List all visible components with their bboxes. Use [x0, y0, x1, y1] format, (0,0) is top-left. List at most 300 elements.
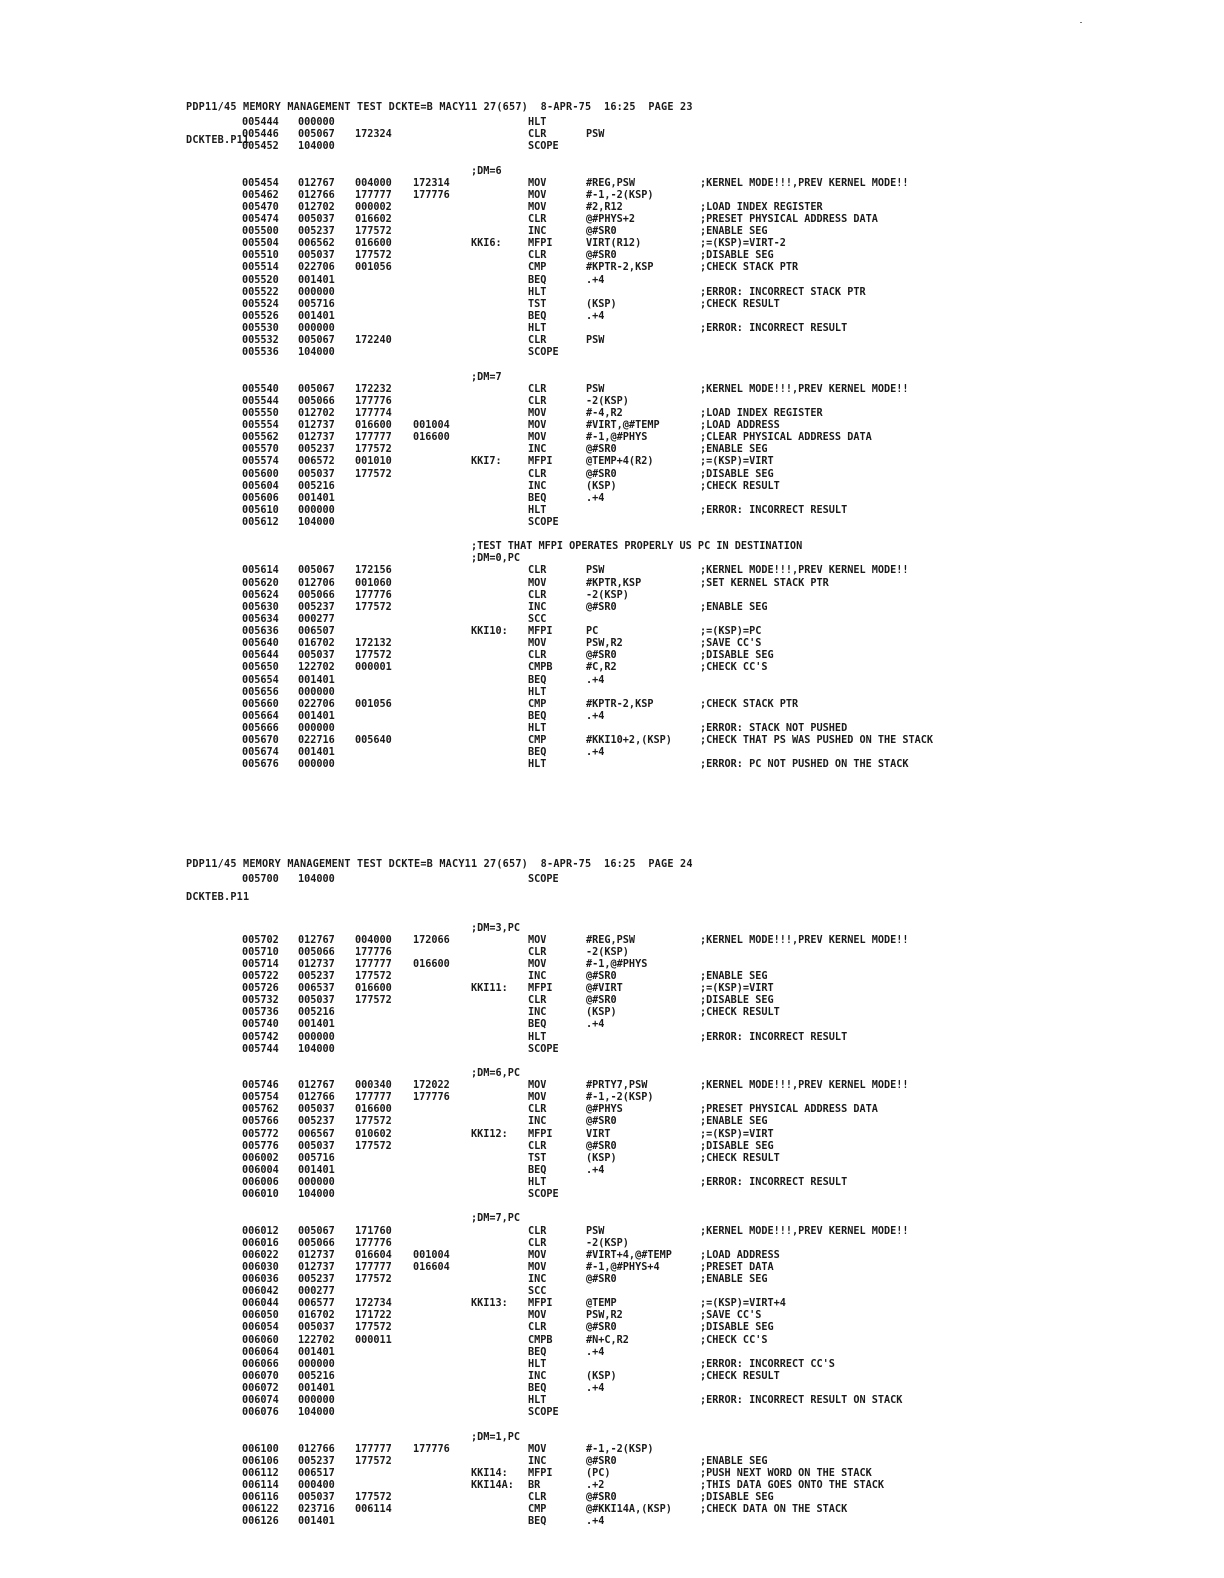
- opcode: HLT: [528, 1177, 547, 1188]
- operand: PSW: [586, 335, 605, 347]
- word-2: 177572: [355, 971, 392, 982]
- address: 006074: [242, 1395, 279, 1407]
- comment: ;=(KSP)=VIRT-2: [700, 238, 786, 250]
- listing-line: [0, 759, 1224, 770]
- address: 005530: [242, 323, 279, 334]
- listing-line: [0, 1468, 1224, 1479]
- comment: ;ERROR: PC NOT PUSHED ON THE STACK: [700, 759, 909, 771]
- comment: ;ERROR: INCORRECT RESULT ON STACK: [700, 1395, 903, 1407]
- word-2: 177572: [355, 1322, 392, 1334]
- opcode: INC: [528, 1007, 547, 1019]
- address: 005754: [242, 1092, 279, 1104]
- word-2: 001056: [355, 698, 392, 710]
- address: 005606: [242, 492, 279, 504]
- word-1: 000000: [298, 323, 335, 334]
- comment: ;CHECK RESULT: [700, 1370, 780, 1382]
- opcode: CLR: [528, 383, 547, 395]
- word-1: 104000: [298, 517, 335, 528]
- address: 005446: [242, 129, 279, 141]
- operand: PC: [586, 626, 599, 637]
- comment: ;CHECK RESULT: [700, 480, 780, 492]
- address: 005474: [242, 214, 279, 225]
- operand: .+4: [586, 1383, 605, 1394]
- word-2: 177572: [355, 995, 392, 1007]
- word-1: 006567: [298, 1128, 335, 1140]
- address: 005742: [242, 1031, 279, 1043]
- operand: @#SR0: [586, 226, 617, 238]
- comment: ;CHECK CC'S: [700, 1334, 768, 1346]
- opcode: HLT: [528, 1395, 547, 1407]
- listing-line: [0, 1238, 1224, 1249]
- operand: PSW: [586, 383, 605, 395]
- listing-line: [0, 565, 1224, 576]
- operand: .+4: [586, 1346, 605, 1358]
- comment: ;SET KERNEL STACK PTR: [700, 577, 829, 589]
- listing-line: [0, 602, 1224, 613]
- listing-line: [0, 469, 1224, 480]
- listing-line: [0, 675, 1224, 686]
- opcode: BEQ: [528, 1164, 547, 1176]
- address: 005500: [242, 226, 279, 238]
- word-1: 005037: [298, 650, 335, 662]
- header-file-line: DCKTEB.P11: [186, 135, 250, 146]
- word-1: 006537: [298, 983, 335, 995]
- word-1: 022706: [298, 262, 335, 274]
- word-1: 005237: [298, 971, 335, 982]
- operand: -2(KSP): [586, 395, 629, 407]
- address: 005670: [242, 735, 279, 747]
- address: 006114: [242, 1480, 279, 1491]
- operand: .+4: [586, 1164, 605, 1176]
- operand: @#SR0: [586, 995, 617, 1007]
- word-1: 001401: [298, 1164, 335, 1176]
- word-1: 012767: [298, 177, 335, 189]
- opcode: MOV: [528, 1092, 547, 1104]
- word-2: 016600: [355, 238, 392, 250]
- comment: ;DISABLE SEG: [700, 468, 774, 480]
- operand: #-1,@#PHYS: [586, 432, 648, 444]
- opcode: MOV: [528, 638, 547, 650]
- listing-line: [0, 1335, 1224, 1346]
- word-3: 001004: [413, 420, 450, 431]
- comment: ;DISABLE SEG: [700, 1322, 774, 1334]
- address: 005524: [242, 298, 279, 310]
- section-comment-line: [0, 1432, 1224, 1443]
- operand: #C,R2: [586, 662, 617, 674]
- listing-line: [0, 650, 1224, 661]
- word-2: 000340: [355, 1080, 392, 1091]
- opcode: CMP: [528, 262, 547, 274]
- address: 005624: [242, 589, 279, 601]
- word-1: 012767: [298, 1080, 335, 1091]
- word-1: 001401: [298, 492, 335, 504]
- word-2: 177776: [355, 395, 392, 407]
- opcode: CLR: [528, 650, 547, 662]
- word-1: 005237: [298, 226, 335, 238]
- address: 005762: [242, 1104, 279, 1116]
- opcode: HLT: [528, 723, 547, 734]
- address: 005574: [242, 456, 279, 468]
- address: 005726: [242, 983, 279, 995]
- word-3: 001004: [413, 1249, 450, 1261]
- address: 005612: [242, 517, 279, 528]
- operand: #KKI10+2,(KSP): [586, 735, 672, 747]
- comment: ;KERNEL MODE!!!,PREV KERNEL MODE!!: [700, 1080, 909, 1091]
- section-comment: ;DM=7: [471, 371, 502, 383]
- operand: @#SR0: [586, 650, 617, 662]
- word-3: 172314: [413, 177, 450, 189]
- word-3: 172066: [413, 934, 450, 946]
- operand: @#SR0: [586, 1455, 617, 1467]
- address: 005570: [242, 444, 279, 456]
- section-comment-line: [0, 166, 1224, 177]
- word-1: 000400: [298, 1480, 335, 1491]
- opcode: TST: [528, 298, 547, 310]
- listing-line: [0, 238, 1224, 249]
- word-2: 177572: [355, 601, 392, 613]
- opcode: CLR: [528, 468, 547, 480]
- address: 005766: [242, 1116, 279, 1128]
- listing-line: [0, 444, 1224, 455]
- address: 005610: [242, 504, 279, 516]
- operand: (KSP): [586, 480, 617, 492]
- operand: #-1,-2(KSP): [586, 1443, 654, 1455]
- address: 006044: [242, 1298, 279, 1310]
- operand: PSW: [586, 565, 605, 577]
- address: 006126: [242, 1516, 279, 1528]
- address: 005454: [242, 177, 279, 189]
- address: 005444: [242, 117, 279, 128]
- opcode: CMPB: [528, 1334, 553, 1346]
- opcode: CMPB: [528, 662, 553, 674]
- opcode: TST: [528, 1152, 547, 1164]
- address: 005674: [242, 747, 279, 759]
- address: 005710: [242, 946, 279, 958]
- listing-line: [0, 1371, 1224, 1382]
- opcode: MFPI: [528, 983, 553, 995]
- operand: @TEMP: [586, 1298, 617, 1310]
- listing-line: [0, 1347, 1224, 1358]
- comment: ;CHECK CC'S: [700, 662, 768, 674]
- comment: ;ERROR: INCORRECT CC'S: [700, 1358, 835, 1370]
- operand: (PC): [586, 1467, 611, 1479]
- operand: #-1,@#PHYS: [586, 958, 648, 970]
- operand: #REG,PSW: [586, 177, 636, 189]
- comment: ;THIS DATA GOES ONTO THE STACK: [700, 1480, 885, 1491]
- address: 005550: [242, 407, 279, 419]
- label: KKI6:: [471, 238, 502, 250]
- address: 005522: [242, 286, 279, 298]
- opcode: SCOPE: [528, 141, 559, 153]
- address: 005520: [242, 274, 279, 286]
- opcode: MOV: [528, 577, 547, 589]
- listing-line: [0, 1044, 1224, 1055]
- operand: @#SR0: [586, 1322, 617, 1334]
- comment: ;ENABLE SEG: [700, 1274, 768, 1285]
- opcode: BEQ: [528, 274, 547, 286]
- comment: ;KERNEL MODE!!!,PREV KERNEL MODE!!: [700, 565, 909, 577]
- word-2: 177777: [355, 1092, 392, 1104]
- listing-line: [0, 1153, 1224, 1164]
- word-1: 001401: [298, 310, 335, 322]
- listing-line: [0, 1080, 1224, 1091]
- opcode: SCOPE: [528, 1189, 559, 1201]
- address: 005630: [242, 601, 279, 613]
- word-2: 172240: [355, 335, 392, 347]
- comment: ;CLEAR PHYSICAL ADDRESS DATA: [700, 432, 872, 444]
- word-1: 012706: [298, 577, 335, 589]
- word-1: 005066: [298, 395, 335, 407]
- opcode: CLR: [528, 214, 547, 225]
- listing-line: [0, 626, 1224, 637]
- listing-line: [0, 190, 1224, 201]
- word-1: 000277: [298, 613, 335, 625]
- opcode: CMP: [528, 698, 547, 710]
- opcode: MOV: [528, 432, 547, 444]
- comment: ;ENABLE SEG: [700, 1116, 768, 1128]
- operand: (KSP): [586, 1007, 617, 1019]
- word-1: 005037: [298, 1140, 335, 1152]
- section-comment: ;DM=0,PC: [471, 553, 521, 565]
- word-1: 001401: [298, 710, 335, 722]
- comment: ;DISABLE SEG: [700, 1140, 774, 1152]
- opcode: BEQ: [528, 1383, 547, 1394]
- word-1: 000000: [298, 759, 335, 771]
- address: 006066: [242, 1358, 279, 1370]
- listing-line: [0, 178, 1224, 189]
- listing-line: [0, 408, 1224, 419]
- label: KKI13:: [471, 1298, 508, 1310]
- word-1: 104000: [298, 1043, 335, 1055]
- comment: ;SAVE CC'S: [700, 1310, 762, 1322]
- listing-line: [0, 983, 1224, 994]
- listing-line: [0, 687, 1224, 698]
- word-1: 005216: [298, 1370, 335, 1382]
- word-1: 104000: [298, 1189, 335, 1201]
- listing-line: [0, 117, 1224, 128]
- word-2: 001060: [355, 577, 392, 589]
- word-1: 005037: [298, 214, 335, 225]
- word-2: 177776: [355, 589, 392, 601]
- address: 006050: [242, 1310, 279, 1322]
- listing-line: [0, 699, 1224, 710]
- word-1: 001401: [298, 1383, 335, 1394]
- listing-line: [0, 1116, 1224, 1127]
- word-1: 005716: [298, 1152, 335, 1164]
- label: KKI12:: [471, 1128, 508, 1140]
- word-1: 005037: [298, 1322, 335, 1334]
- opcode: CLR: [528, 1225, 547, 1237]
- opcode: SCOPE: [528, 347, 559, 359]
- operand: .+4: [586, 310, 605, 322]
- section-comment: ;DM=7,PC: [471, 1213, 521, 1225]
- comment: ;PRESET DATA: [700, 1261, 774, 1273]
- word-3: 016600: [413, 958, 450, 970]
- section-comment-line: [0, 553, 1224, 564]
- operand: (KSP): [586, 1152, 617, 1164]
- label: KKI11:: [471, 983, 508, 995]
- operand: @#SR0: [586, 468, 617, 480]
- listing-line: [0, 1250, 1224, 1261]
- word-1: 104000: [298, 347, 335, 359]
- word-1: 012737: [298, 958, 335, 970]
- listing-line: [0, 1262, 1224, 1273]
- word-2: 177777: [355, 1443, 392, 1455]
- word-2: 177572: [355, 1116, 392, 1128]
- word-2: 172324: [355, 129, 392, 141]
- listing-line: [0, 1480, 1224, 1491]
- opcode: CLR: [528, 946, 547, 958]
- word-3: 016600: [413, 432, 450, 444]
- listing-line: [0, 456, 1224, 467]
- word-1: 001401: [298, 274, 335, 286]
- comment: ;DISABLE SEG: [700, 1492, 774, 1504]
- operand: @#VIRT: [586, 983, 623, 995]
- address: 006006: [242, 1177, 279, 1188]
- opcode: BEQ: [528, 310, 547, 322]
- word-1: 005237: [298, 444, 335, 456]
- opcode: CLR: [528, 565, 547, 577]
- opcode: CLR: [528, 335, 547, 347]
- comment: ;ERROR: STACK NOT PUSHED: [700, 723, 848, 734]
- word-1: 005066: [298, 946, 335, 958]
- listing-line: [0, 1310, 1224, 1321]
- word-1: 000000: [298, 1031, 335, 1043]
- listing-line: [0, 723, 1224, 734]
- opcode: BR: [528, 1480, 541, 1491]
- word-1: 001401: [298, 1516, 335, 1528]
- word-1: 005067: [298, 565, 335, 577]
- operand: #N+C,R2: [586, 1334, 629, 1346]
- word-2: 177572: [355, 444, 392, 456]
- opcode: HLT: [528, 504, 547, 516]
- opcode: INC: [528, 1370, 547, 1382]
- opcode: SCOPE: [528, 874, 559, 885]
- address: 006012: [242, 1225, 279, 1237]
- word-2: 177774: [355, 407, 392, 419]
- word-1: 006517: [298, 1467, 335, 1479]
- word-1: 005237: [298, 1116, 335, 1128]
- word-1: 001401: [298, 747, 335, 759]
- opcode: CLR: [528, 1492, 547, 1504]
- opcode: MOV: [528, 177, 547, 189]
- word-1: 104000: [298, 141, 335, 153]
- address: 006100: [242, 1443, 279, 1455]
- listing-line: [0, 1189, 1224, 1200]
- operand: #VIRT+4,@#TEMP: [586, 1249, 672, 1261]
- opcode: MOV: [528, 1310, 547, 1322]
- operand: @#SR0: [586, 1492, 617, 1504]
- comment: ;=(KSP)=PC: [700, 626, 762, 637]
- opcode: MOV: [528, 407, 547, 419]
- comment: ;PRESET PHYSICAL ADDRESS DATA: [700, 214, 878, 225]
- word-2: 005640: [355, 735, 392, 747]
- address: 005650: [242, 662, 279, 674]
- address: 006042: [242, 1286, 279, 1298]
- operand: @#KKI14A,(KSP): [586, 1504, 672, 1516]
- listing-line: [0, 347, 1224, 358]
- word-1: 012766: [298, 1443, 335, 1455]
- word-1: 005067: [298, 335, 335, 347]
- section-comment: ;DM=6: [471, 165, 502, 177]
- address: 006112: [242, 1467, 279, 1479]
- listing-line: [0, 384, 1224, 395]
- opcode: BEQ: [528, 747, 547, 759]
- opcode: BEQ: [528, 710, 547, 722]
- opcode: MOV: [528, 958, 547, 970]
- listing-line: [0, 947, 1224, 958]
- comment: ;KERNEL MODE!!!,PREV KERNEL MODE!!: [700, 177, 909, 189]
- listing-line: [0, 517, 1224, 528]
- listing-line: [0, 638, 1224, 649]
- comment: ;ERROR: INCORRECT RESULT: [700, 323, 848, 334]
- section-comment-line: [0, 1213, 1224, 1224]
- address: 006070: [242, 1370, 279, 1382]
- opcode: CLR: [528, 395, 547, 407]
- listing-line: [0, 1383, 1224, 1394]
- listing-line: [0, 493, 1224, 504]
- listing-line: [0, 1177, 1224, 1188]
- word-2: 000002: [355, 201, 392, 213]
- listing-line: [0, 1298, 1224, 1309]
- listing-line: [0, 1007, 1224, 1018]
- operand: #KPTR,KSP: [586, 577, 642, 589]
- comment: ;CHECK STACK PTR: [700, 262, 799, 274]
- address: 005744: [242, 1043, 279, 1055]
- word-1: 005237: [298, 1455, 335, 1467]
- word-2: 177776: [355, 1237, 392, 1249]
- word-1: 022716: [298, 735, 335, 747]
- listing-line: [0, 311, 1224, 322]
- listing-line: [0, 747, 1224, 758]
- listing-line: [0, 1286, 1224, 1297]
- address: 006010: [242, 1189, 279, 1201]
- operand: -2(KSP): [586, 589, 629, 601]
- word-1: 012767: [298, 934, 335, 946]
- word-1: 012702: [298, 407, 335, 419]
- opcode: CMP: [528, 735, 547, 747]
- listing-line: [0, 1274, 1224, 1285]
- address: 005714: [242, 958, 279, 970]
- address: 005532: [242, 335, 279, 347]
- operand: #2,R12: [586, 201, 623, 213]
- word-2: 177776: [355, 946, 392, 958]
- word-1: 012737: [298, 1261, 335, 1273]
- word-2: 010602: [355, 1128, 392, 1140]
- address: 006106: [242, 1455, 279, 1467]
- listing-line: [0, 1504, 1224, 1515]
- opcode: MFPI: [528, 1128, 553, 1140]
- word-1: 000000: [298, 1177, 335, 1188]
- listing-line: [0, 1165, 1224, 1176]
- opcode: MOV: [528, 201, 547, 213]
- word-1: 012702: [298, 201, 335, 213]
- comment: ;ERROR: INCORRECT STACK PTR: [700, 286, 866, 298]
- opcode: SCC: [528, 613, 547, 625]
- opcode: BEQ: [528, 674, 547, 686]
- word-2: 001010: [355, 456, 392, 468]
- opcode: HLT: [528, 117, 547, 128]
- operand: @#PHYS+2: [586, 214, 636, 225]
- word-3: 177776: [413, 1092, 450, 1104]
- opcode: MOV: [528, 1249, 547, 1261]
- word-1: 012737: [298, 1249, 335, 1261]
- label: KKI7:: [471, 456, 502, 468]
- word-1: 000000: [298, 117, 335, 128]
- word-2: 171760: [355, 1225, 392, 1237]
- operand: @#SR0: [586, 601, 617, 613]
- word-2: 172734: [355, 1298, 392, 1310]
